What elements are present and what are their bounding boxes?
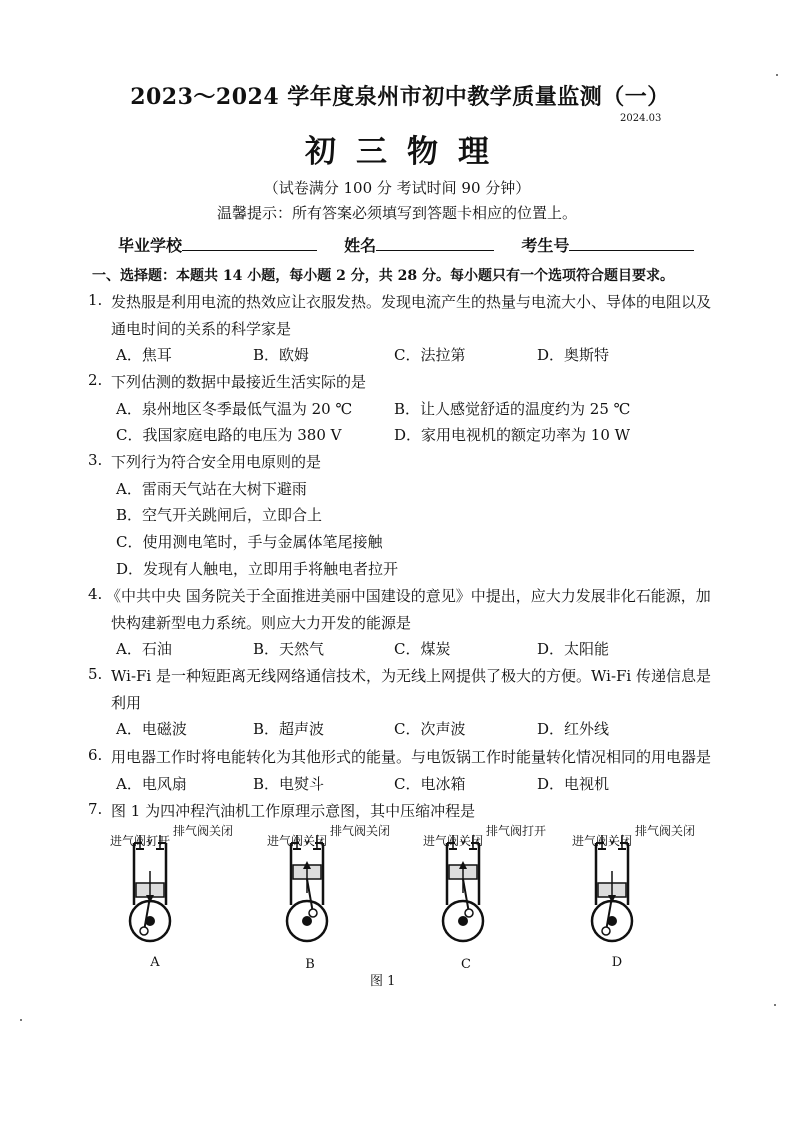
exhaust-valve-label: 排气阀关闭 <box>635 824 696 838</box>
question-text: Wi-Fi 是一种短距离无线网络通信技术，为无线上网提供了极大的方便。Wi-Fi 传递信息是 <box>111 667 711 685</box>
figure-caption: 图 1 <box>370 974 396 989</box>
engine-diagram-b <box>267 824 391 975</box>
option-d: D．奥斯特 <box>537 346 610 364</box>
exam-no-label: 考生号 <box>521 236 570 255</box>
section-title: 一、选择题：本题共 14 小题，每小题 2 分，共 28 分。每小题只有一个选项符合题目要求。 <box>92 268 674 284</box>
option-c: C．煤炭 <box>394 640 451 658</box>
scan-speck <box>776 74 778 76</box>
exam-no-blank[interactable] <box>569 236 694 251</box>
option-b: B．超声波 <box>253 720 325 738</box>
option-d: D．电视机 <box>537 775 610 793</box>
question-text: 图 1 为四冲程汽油机工作原理示意图，其中压缩冲程是 <box>111 802 476 820</box>
question-text: 用电器工作时将电能转化为其他形式的能量。与电饭锅工作时能量转化情况相同的用电器是 <box>111 748 712 766</box>
figure-1 <box>0 825 794 995</box>
option-d: D．红外线 <box>537 720 610 738</box>
question-number: 4. <box>88 585 103 603</box>
name-blank[interactable] <box>376 236 494 251</box>
scan-speck <box>774 1004 776 1006</box>
option-a: A．石油 <box>116 640 172 658</box>
question-text: 下列行为符合安全用电原则的是 <box>111 453 322 471</box>
question-number: 7. <box>88 800 103 818</box>
option-b: B．让人感觉舒适的温度约为 25 ℃ <box>394 400 631 418</box>
exam-date: 2024.03 <box>620 113 662 124</box>
option-c: C．我国家庭电路的电压为 380 V <box>116 426 342 444</box>
option-d: D．家用电视机的额定功率为 10 W <box>394 426 631 444</box>
question-number: 5. <box>88 665 103 683</box>
engine-diagram-c <box>423 824 547 975</box>
engine-cylinder-icon <box>433 835 493 945</box>
question-number: 1. <box>88 291 103 309</box>
student-info-row <box>118 233 694 256</box>
option-a: A．雷雨天气站在大树下避雨 <box>116 480 307 498</box>
exam-title: 2023～2024 学年度泉州市初中教学质量监测（一） <box>130 84 670 110</box>
option-c: C．电冰箱 <box>394 775 466 793</box>
engine-label-a: A <box>150 955 160 970</box>
engine-label-d: D <box>611 955 623 970</box>
option-c: C．使用测电笔时，手与金属体笔尾接触 <box>116 533 383 551</box>
exam-info: （试卷满分 100 分 考试时间 90 分钟） <box>263 179 531 197</box>
question-text: 发热服是利用电流的热效应让衣服发热。发现电流产生的热量与电流大小、导体的电阻以及 <box>111 293 712 311</box>
question-number: 2. <box>88 371 103 389</box>
question-text: 快构建新型电力系统。则应大力开发的能源是 <box>111 614 412 632</box>
question-text: 《中共中央 国务院关于全面推进美丽中国建设的意见》中提出，应大力发展非化石能源，加 <box>106 587 711 605</box>
option-a: A．泉州地区冬季最低气温为 20 ℃ <box>116 400 353 418</box>
engine-cylinder-icon <box>277 835 337 945</box>
option-b: B．电熨斗 <box>253 775 325 793</box>
question-number: 6. <box>88 746 103 764</box>
option-c: C．法拉第 <box>394 346 466 364</box>
school-label: 毕业学校 <box>118 236 183 255</box>
option-b: B．欧姆 <box>253 346 310 364</box>
reminder: 温馨提示：所有答案必须填写到答题卡相应的位置上。 <box>216 204 577 222</box>
engine-cylinder-icon <box>582 835 642 945</box>
intake-valve-label: 进气阀关闭 <box>423 834 484 848</box>
engine-label-c: C <box>461 957 471 972</box>
name-label: 姓名 <box>344 236 377 255</box>
option-a: A．焦耳 <box>116 346 172 364</box>
option-d: D．太阳能 <box>537 640 610 658</box>
option-b: B．空气开关跳闸后，立即合上 <box>116 506 323 524</box>
option-d: D．发现有人触电，立即用手将触电者拉开 <box>116 560 399 578</box>
engine-diagram-a <box>110 824 234 975</box>
option-a: A．电风扇 <box>116 775 187 793</box>
intake-valve-label: 进气阀打开 <box>110 834 171 848</box>
exhaust-valve-label: 排气阀关闭 <box>330 824 391 838</box>
question-text: 下列估测的数据中最接近生活实际的是 <box>111 373 367 391</box>
exhaust-valve-label: 排气阀打开 <box>486 824 547 838</box>
option-a: A．电磁波 <box>116 720 187 738</box>
engine-diagram-d <box>572 824 696 975</box>
intake-valve-label: 进气阀关闭 <box>572 834 633 848</box>
option-c: C．次声波 <box>394 720 466 738</box>
exhaust-valve-label: 排气阀关闭 <box>173 824 234 838</box>
option-b: B．天然气 <box>253 640 325 658</box>
scan-speck <box>20 1019 22 1021</box>
engine-label-b: B <box>305 957 315 972</box>
school-blank[interactable] <box>182 236 317 251</box>
question-text: 通电时间的关系的科学家是 <box>111 320 292 338</box>
engine-cylinder-icon <box>120 835 180 945</box>
intake-valve-label: 进气阀关闭 <box>267 834 328 848</box>
question-number: 3. <box>88 451 103 469</box>
subject-title: 初三物理 <box>305 134 509 170</box>
question-text: 利用 <box>111 694 142 712</box>
